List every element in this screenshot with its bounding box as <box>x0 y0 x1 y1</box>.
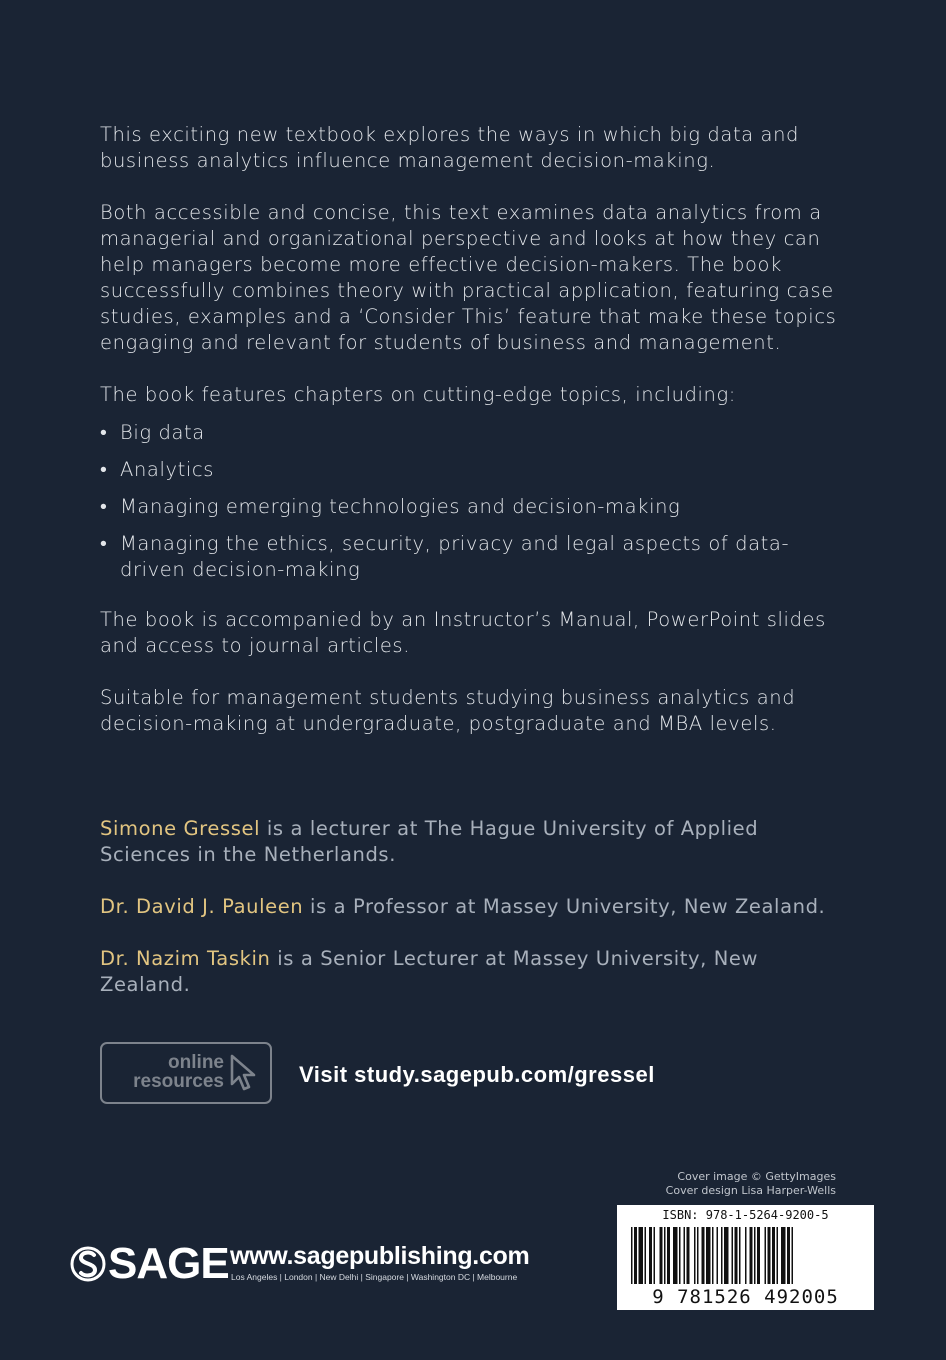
author-name: Dr. Nazim Taskin <box>100 947 271 970</box>
topic-item: • Managing the ethics, security, privacy and legal aspects of data-driven decision-making <box>100 532 790 581</box>
topic-item: • Managing emerging technologies and decision-making <box>100 495 681 518</box>
isbn-label: ISBN: 978-1-5264-9200-5 <box>662 1208 829 1222</box>
blurb-intro: This exciting new textbook explores the ways in which big data and business analytics influence management decision-making. <box>100 123 800 172</box>
author-bio: Dr. Nazim Taskin is a Senior Lecturer at Massey University, New Zealand. <box>100 947 759 996</box>
book-blurb <box>100 122 840 763</box>
barcode-digits: 9 781526 492005 <box>652 1286 839 1308</box>
publisher-url[interactable]: www.sagepublishing.com <box>230 1242 530 1270</box>
cover-credits <box>536 1170 836 1198</box>
cover-design-credit: Cover design Lisa Harper-Wells <box>665 1184 836 1197</box>
bullet-icon: • <box>100 532 108 555</box>
publisher-cities: Los Angeles | London | New Delhi | Singapore | Washington DC | Melbourne <box>231 1272 518 1282</box>
author-name: Simone Gressel <box>100 817 261 840</box>
topics-intro: The book features chapters on cutting-edge topics, including: <box>100 383 736 406</box>
author-bio: Dr. David J. Pauleen is a Professor at Massey University, New Zealand. <box>100 895 826 918</box>
isbn-barcode <box>617 1205 874 1310</box>
author-name: Dr. David J. Pauleen <box>100 895 304 918</box>
sage-wordmark: SAGE <box>108 1239 229 1288</box>
bullet-icon: • <box>100 458 108 481</box>
resources-label: resources <box>133 1071 224 1092</box>
online-label: online <box>168 1052 224 1073</box>
topic-item: • Big data <box>100 421 205 444</box>
author-bio: Simone Gressel is a lecturer at The Hague University of Applied Sciences in the Netherlands. <box>100 817 759 866</box>
blurb-suitable: Suitable for management students studying business analytics and decision-making at undergraduate, postgraduate and MBA levels. <box>100 686 796 735</box>
online-resources-badge <box>100 1042 272 1104</box>
sage-logo-icon <box>70 1240 106 1288</box>
visit-website-link[interactable]: Visit study.sagepub.com/gressel <box>299 1062 655 1087</box>
cursor-arrow-icon <box>228 1054 260 1094</box>
cover-image-credit: Cover image © GettyImages <box>677 1170 836 1183</box>
topic-item: • Analytics <box>100 458 214 481</box>
bullet-icon: • <box>100 421 108 444</box>
topics-list <box>100 420 840 583</box>
bullet-icon: • <box>100 495 108 518</box>
author-bios <box>100 816 840 1024</box>
blurb-accompanied: The book is accompanied by an Instructor’s Manual, PowerPoint slides and access to journal articles. <box>100 608 826 657</box>
blurb-description: Both accessible and concise, this text examines data analytics from a managerial and organizational perspective and looks at how they can help managers become more effective decision-makers. The book successfully combines theory with practical application, featuring case studies, examples and a ‘Consider This’ feature that make these topics engaging and relevant for students of business and management. <box>100 201 837 354</box>
